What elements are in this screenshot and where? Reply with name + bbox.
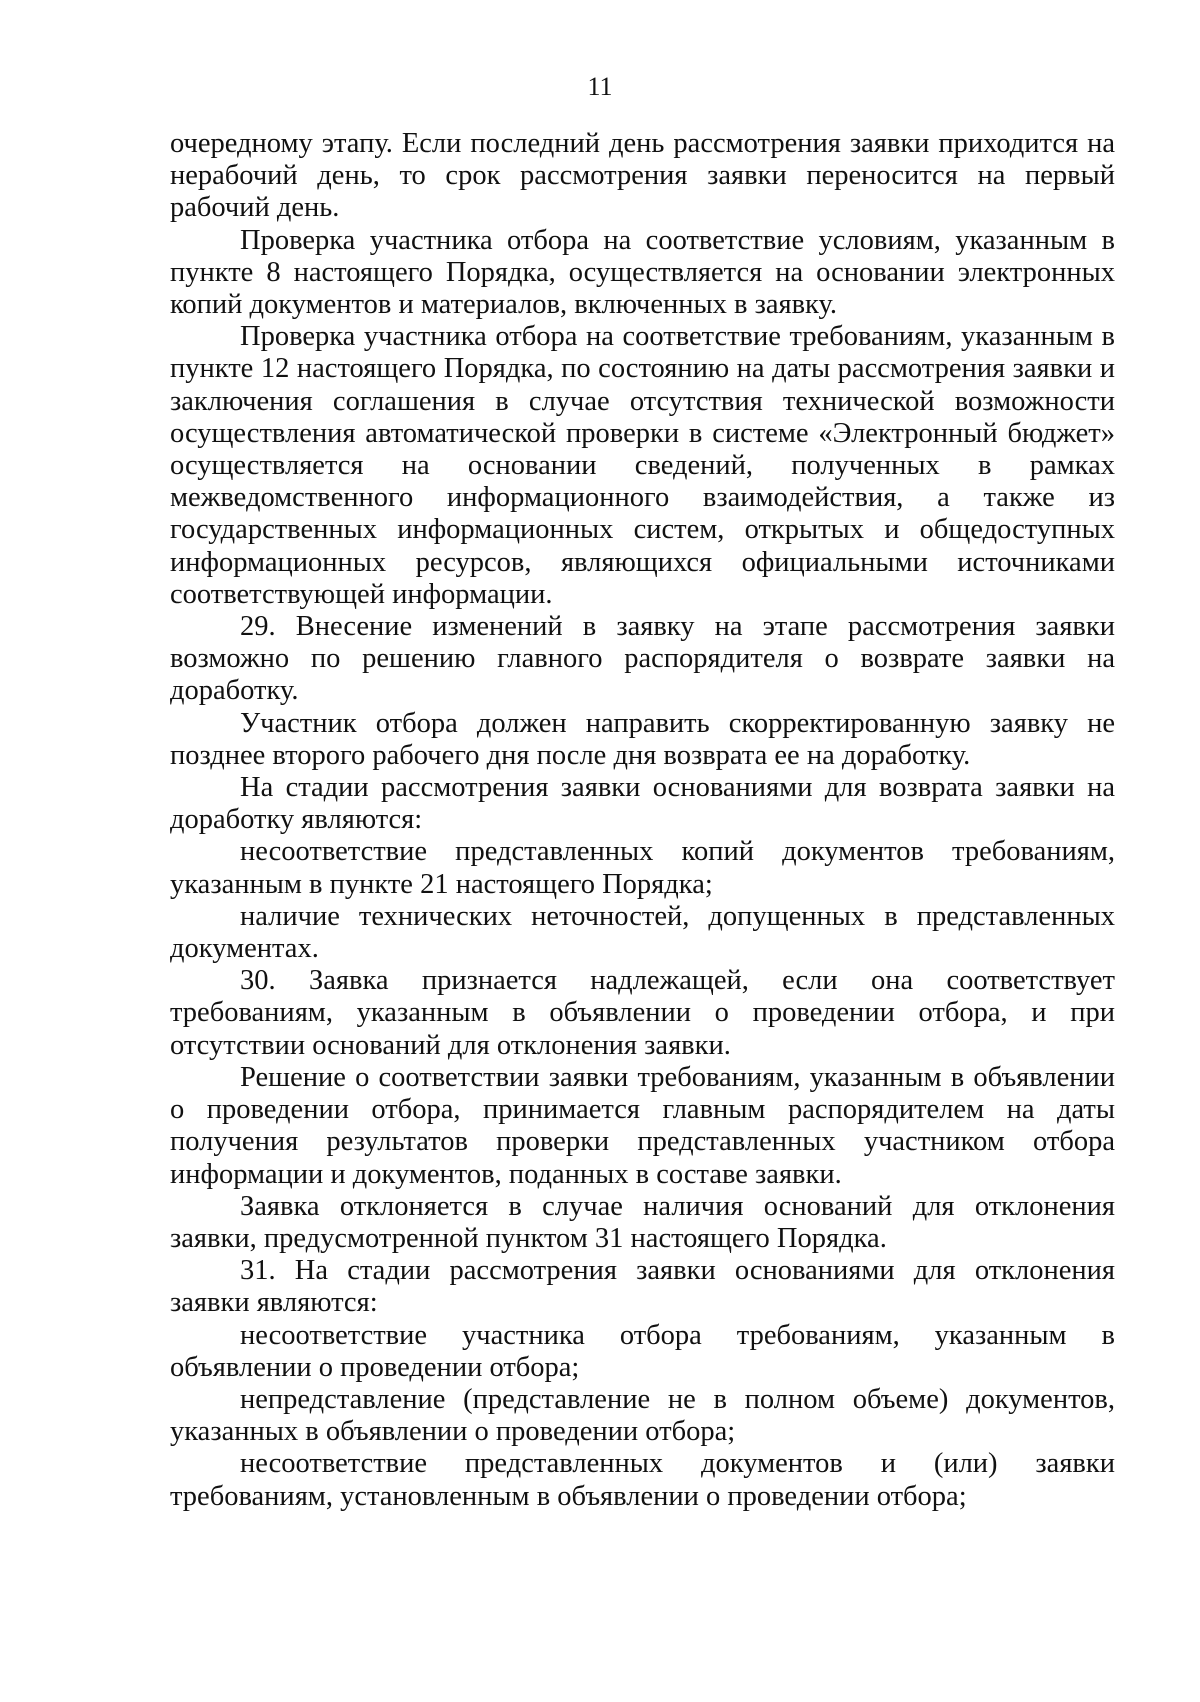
paragraph-list-item: непредставление (представление не в полном объеме) документов, указанных в объявлении о проведении отбора;	[170, 1383, 1115, 1448]
paragraph: Заявка отклоняется в случае наличия оснований для отклонения заявки, предусмотренной пунктом 31 настоящего Порядка.	[170, 1190, 1115, 1254]
paragraph-list-item: несоответствие участника отбора требованиям, указанным в объявлении о проведении отбора;	[170, 1319, 1115, 1383]
paragraph-list-item: несоответствие представленных документов и (или) заявки требованиям, установленным в объявлении о проведении отбора;	[170, 1448, 1115, 1512]
paragraph: Проверка участника отбора на соответствие условиям, указанным в пункте 8 настоящего Порядка, осуществляется на основании электронных копий документов и материалов, включенных в заявку.	[170, 224, 1115, 321]
paragraph: Проверка участника отбора на соответствие требованиям, указанным в пункте 12 настоящего Порядка, по состоянию на даты рассмотрения заявки и заключения соглашения в случае отсутствия технической возможности осуществления автоматической проверки в системе «Электронный бюджет» осуществляется на основании сведений, полученных в рамках межведомственного информационного взаимодействия, а также из государственных информационных систем, открытых и общедоступных информационных ресурсов, являющихся официальными источниками соответствующей информации.	[170, 321, 1115, 610]
paragraph-item-30: 30. Заявка признается надлежащей, если она соответствует требованиям, указанным в объявлении о проведении отбора, и при отсутствии оснований для отклонения заявки.	[170, 965, 1115, 1061]
paragraph-list-item: наличие технических неточностей, допущенных в представленных документах.	[170, 900, 1115, 965]
paragraph-continuation: очередному этапу. Если последний день рассмотрения заявки приходится на нерабочий день, то срок рассмотрения заявки переносится на первый рабочий день.	[170, 128, 1115, 224]
paragraph-list-item: несоответствие представленных копий документов требованиям, указанным в пункте 21 настоящего Порядка;	[170, 836, 1115, 900]
paragraph: На стадии рассмотрения заявки основаниями для возврата заявки на доработку являются:	[170, 772, 1115, 836]
paragraph: Решение о соответствии заявки требованиям, указанным в объявлении о проведении отбора, принимается главным распорядителем на даты получения результатов проверки представленных участником отбора информации и документов, поданных в составе заявки.	[170, 1061, 1115, 1190]
paragraph-item-31: 31. На стадии рассмотрения заявки основаниями для отклонения заявки являются:	[170, 1255, 1115, 1319]
page-number: 11	[587, 72, 613, 101]
paragraph-item-29: 29. Внесение изменений в заявку на этапе рассмотрения заявки возможно по решению главного распорядителя о возврате заявки на доработку.	[170, 611, 1115, 707]
paragraph: Участник отбора должен направить скорректированную заявку не позднее второго рабочего дня после дня возврата ее на доработку.	[170, 707, 1115, 771]
document-body	[170, 128, 1115, 1513]
